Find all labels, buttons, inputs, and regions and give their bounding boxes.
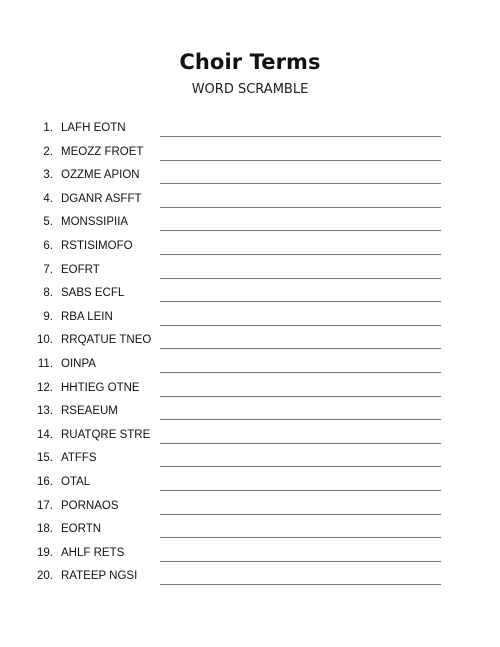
scramble-item [0, 543, 500, 567]
scrambled-word: AHLF RETS [61, 546, 125, 559]
scramble-item [0, 378, 500, 402]
answer-line[interactable] [160, 325, 441, 326]
answer-line[interactable] [160, 278, 441, 279]
scramble-item [0, 496, 500, 520]
scramble-item [0, 472, 500, 496]
item-number: 15. [37, 452, 53, 465]
item-number: 14. [37, 428, 53, 441]
scramble-item [0, 142, 500, 166]
scrambled-word: RBA LEIN [61, 310, 113, 323]
item-number: 7. [43, 263, 53, 276]
item-number: 16. [37, 475, 53, 488]
answer-line[interactable] [160, 466, 441, 467]
scrambled-word: EOFRT [61, 263, 100, 276]
item-number: 19. [37, 546, 53, 559]
scramble-item [0, 212, 500, 236]
scrambled-word: EORTN [61, 523, 102, 536]
scrambled-word: OTAL [61, 475, 91, 488]
answer-line[interactable] [160, 396, 441, 397]
scramble-item [0, 189, 500, 213]
answer-line[interactable] [160, 372, 441, 373]
item-number: 11. [37, 357, 53, 370]
scrambled-word: OINPA [61, 357, 96, 370]
item-number: 3. [43, 169, 53, 182]
item-number: 13. [37, 405, 53, 418]
scramble-item [0, 260, 500, 284]
scrambled-word: SABS ECFL [61, 287, 125, 300]
scramble-item [0, 307, 500, 331]
answer-line[interactable] [160, 584, 441, 585]
answer-line[interactable] [160, 136, 441, 137]
answer-line[interactable] [160, 207, 441, 208]
answer-line[interactable] [160, 443, 441, 444]
scramble-item [0, 330, 500, 354]
item-number: 12. [37, 381, 53, 394]
item-number: 1. [43, 122, 53, 134]
item-number: 5. [43, 216, 53, 229]
item-number: 17. [37, 499, 53, 512]
answer-line[interactable] [160, 254, 441, 255]
scramble-item [0, 519, 500, 543]
page-subtitle: WORD SCRAMBLE [191, 82, 309, 97]
scrambled-word: HHTIEG OTNE [61, 381, 140, 394]
scramble-item [0, 401, 500, 425]
scramble-item [0, 236, 500, 260]
scramble-item [0, 354, 500, 378]
scrambled-word: RUATQRE STRE [61, 428, 151, 441]
scrambled-word: MEOZZ FROET [61, 145, 144, 158]
answer-line[interactable] [160, 348, 441, 349]
item-number: 9. [43, 310, 53, 323]
scrambled-word: PORNAOS [61, 499, 119, 512]
item-number: 6. [43, 239, 53, 252]
answer-line[interactable] [160, 514, 441, 515]
scrambled-word: LAFH EOTN [61, 122, 126, 134]
scrambled-word: DGANR ASFFT [61, 192, 142, 205]
page-title: Choir Terms [179, 50, 321, 74]
item-number: 20. [37, 570, 53, 583]
scramble-list [0, 118, 500, 590]
scrambled-word: RATEEP NGSI [61, 570, 138, 583]
answer-line[interactable] [160, 301, 441, 302]
answer-line[interactable] [160, 537, 441, 538]
answer-line[interactable] [160, 183, 441, 184]
answer-line[interactable] [160, 230, 441, 231]
scramble-item [0, 165, 500, 189]
scrambled-word: ATFFS [61, 452, 97, 465]
scramble-item [0, 425, 500, 449]
scrambled-word: RSEAEUM [61, 405, 118, 418]
scramble-item [0, 283, 500, 307]
scrambled-word: RSTISIMOFO [61, 239, 133, 252]
scrambled-word: OZZME APION [61, 169, 140, 182]
scrambled-word: RRQATUE TNEO [61, 334, 152, 347]
scramble-item [0, 118, 500, 142]
item-number: 10. [37, 334, 53, 347]
answer-line[interactable] [160, 561, 441, 562]
answer-line[interactable] [160, 490, 441, 491]
scramble-item [0, 448, 500, 472]
item-number: 4. [43, 192, 53, 205]
answer-line[interactable] [160, 419, 441, 420]
item-number: 18. [37, 523, 53, 536]
item-number: 8. [43, 287, 53, 300]
scramble-item [0, 566, 500, 590]
scrambled-word: MONSSIPIIA [61, 216, 129, 229]
answer-line[interactable] [160, 160, 441, 161]
item-number: 2. [43, 145, 53, 158]
